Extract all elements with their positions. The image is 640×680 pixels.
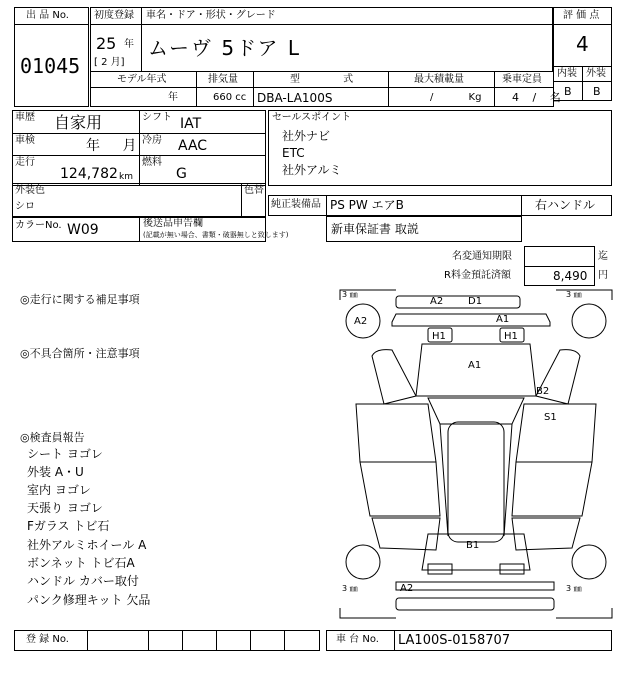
ac-value: AAC <box>178 138 208 154</box>
mark-front-bumper-d1: D1 <box>468 296 483 307</box>
front-panel <box>392 314 550 326</box>
rear-door-right <box>512 462 592 516</box>
exterior-grade: B <box>593 85 601 98</box>
inspector-line-6: 社外アルミホイール A <box>27 538 147 552</box>
inspector-line-9: パンク修理キット 欠品 <box>27 593 151 607</box>
capacity-label: 乗車定員 <box>502 74 542 85</box>
front-bumper <box>396 296 520 308</box>
inspector-label: ◎検査員報告 <box>20 431 85 444</box>
inspector-line-7: ボンネット トビ石A <box>27 556 135 570</box>
mark-door-s1: S1 <box>544 412 557 423</box>
inspector-line-5: Fガラス トビ石 <box>27 519 110 533</box>
recycle-label: R料金預託済額 <box>444 270 511 281</box>
docs-label: 後送品申告欄 <box>143 218 203 229</box>
model-year-unit: 年 <box>168 92 178 103</box>
sales-points-label: セールスポイント <box>272 112 352 123</box>
recycle-amount: 8,490 <box>553 269 588 283</box>
ac-label: 冷房 <box>142 135 162 146</box>
mark-rear-a2: A2 <box>400 583 414 594</box>
mileage-label: 走行 <box>15 157 35 168</box>
mark-back-door-b1: B1 <box>466 540 480 551</box>
interior-label: 内装 <box>557 68 577 79</box>
rear-lamp-left <box>428 564 452 574</box>
chassis-no-label: 車 台 No. <box>336 634 379 645</box>
windshield <box>428 398 524 424</box>
repaint-label: 色替 <box>244 185 264 196</box>
car-diagram <box>336 286 616 622</box>
mark-bonnet-a1: A1 <box>468 360 482 371</box>
name-change-suffix: 迄 <box>598 251 608 262</box>
history-value: 自家用 <box>54 113 103 132</box>
tire-depth-fl: 3 ㎜ <box>342 290 358 299</box>
mark-front-panel-a1: A1 <box>496 314 510 325</box>
history-label: 車歴 <box>15 112 35 123</box>
lot-number: 01045 <box>20 54 81 78</box>
rear-door-left <box>360 462 440 516</box>
max-load-label: 最大積載量 <box>414 74 464 85</box>
mark-headlight-right-h1: H1 <box>504 331 518 342</box>
car-name-label: 車名・ドア・形状・グレード <box>146 10 276 21</box>
wheel-rear-left <box>346 545 380 579</box>
color-block <box>12 183 266 218</box>
mark-headlight-left-h1: H1 <box>432 331 446 342</box>
sales-point-3: 社外アルミ <box>282 163 342 177</box>
type-label: 型 式 <box>290 74 354 85</box>
displacement-value: 660 cc <box>213 92 247 103</box>
shift-label: シフト <box>142 112 172 123</box>
first-reg-year-unit: 年 <box>124 39 134 50</box>
front-door-left <box>356 404 436 462</box>
chassis-no-value: LA100S-0158707 <box>398 633 511 648</box>
tire-depth-fr: 3 ㎜ <box>566 290 582 299</box>
wheel-rear-right <box>572 545 606 579</box>
score-label: 評 価 点 <box>563 10 600 21</box>
rear-lamp-right <box>500 564 524 574</box>
equipment-items: PS PW エアB <box>330 198 404 212</box>
fuel-label: 燃料 <box>142 157 162 168</box>
mark-wheel-fl-a2: A2 <box>354 316 368 327</box>
lot-label: 出 品 No. <box>26 10 69 21</box>
driving-notes-label: ◎走行に関する補足事項 <box>20 293 140 306</box>
type-value: DBA-LA100S <box>257 91 333 105</box>
equipment-label: 純正装備品 <box>271 199 321 210</box>
recycle-unit: 円 <box>598 270 608 281</box>
max-load-value: / Kg <box>430 92 482 103</box>
inspector-line-2: 外装 A・U <box>27 465 84 479</box>
mark-front-bumper-a2: A2 <box>430 296 444 307</box>
mileage-unit: km <box>119 172 133 182</box>
inspector-line-4: 天張り ヨゴレ <box>27 501 103 515</box>
reg-no-label: 登 録 No. <box>26 634 69 645</box>
roof <box>448 422 504 542</box>
first-reg-month: [ 2 月] <box>94 57 125 68</box>
warranty-text: 新車保証書 取説 <box>331 222 419 236</box>
handle-side: 右ハンドル <box>535 198 596 212</box>
sales-point-1: 社外ナビ <box>282 129 331 143</box>
name-change-label: 名変通知期限 <box>452 251 512 262</box>
fuel-value: G <box>176 166 187 182</box>
color-no-value: W09 <box>67 222 99 238</box>
rear-panel <box>396 582 554 590</box>
docs-note: (記載が無い場合、書類・破器無しと致します) <box>143 231 289 239</box>
interior-grade: B <box>564 85 572 98</box>
inspector-line-8: ハンドル カバー取付 <box>27 574 139 588</box>
mark-fender-b2: B2 <box>536 386 550 397</box>
inspection-label: 車検 <box>15 135 35 146</box>
inspector-line-3: 室内 ヨゴレ <box>27 483 91 497</box>
inspector-line-1: シート ヨゴレ <box>27 447 103 461</box>
model-year-label: モデル年式 <box>117 74 167 85</box>
front-fender-left <box>372 350 416 404</box>
color-value: シロ <box>15 201 35 212</box>
first-reg-year: 25 <box>96 34 117 53</box>
wheel-front-right <box>572 304 606 338</box>
color-label: 外装色 <box>15 185 45 196</box>
displacement-label: 排気量 <box>208 74 238 85</box>
mileage-value: 124,782 <box>60 166 118 182</box>
capacity-value: 4 / 名 <box>512 91 561 104</box>
inspection-value: 年 月 <box>86 138 137 154</box>
defects-label: ◎不具合箇所・注意事項 <box>20 347 140 360</box>
shift-value: IAT <box>180 116 202 132</box>
tire-depth-rr: 3 ㎜ <box>566 584 582 593</box>
score-value: 4 <box>576 32 589 56</box>
first-reg-label: 初度登録 <box>94 10 134 21</box>
name-change-value-box <box>524 246 595 267</box>
exterior-label: 外装 <box>586 68 606 79</box>
car-name: ムーヴ 5ドア L <box>148 36 301 60</box>
rear-bumper <box>396 598 554 610</box>
tire-depth-rl: 3 ㎜ <box>342 584 358 593</box>
sales-point-2: ETC <box>282 146 305 160</box>
color-no-label: カラーNo. <box>15 220 62 231</box>
